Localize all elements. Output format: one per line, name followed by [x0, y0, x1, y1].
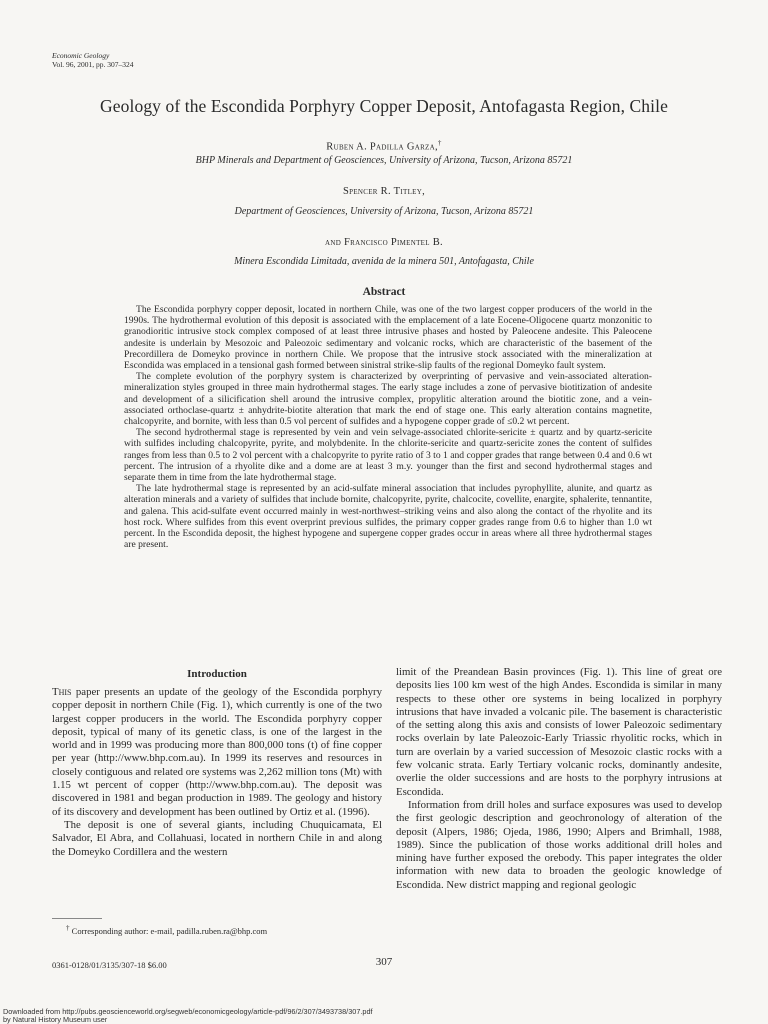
- intro-paragraph: Information from drill holes and surface exposures was used to develop the first geologic description and geochronology of alteration of the deposit (Alpers, 1986; Ojeda, 1986, 1990; Alpers and Brimhall, 1988, 1989). Since the publication of those works additional drill holes and mining have further exposed the orebody. This paper integrates the older information with new data to broaden the geologic knowledge of Escondida. New district mapping and regional geologic: [396, 798, 722, 891]
- footnote-marker: †: [66, 924, 70, 932]
- abstract-heading: Abstract: [362, 286, 406, 298]
- intro-paragraph: The deposit is one of several giants, including Chuquicamata, El Salvador, El Abra, and Collahuasi, located in northern Chile in and along the Domeyko Cordillera and the western: [52, 818, 382, 858]
- download-notice: [3, 1008, 373, 1024]
- journal-name: Economic Geology: [52, 51, 110, 60]
- right-column: [396, 666, 722, 892]
- download-user: by Natural History Museum user: [3, 1015, 108, 1024]
- intro-lead-word: This: [52, 686, 72, 698]
- author-1-name: Ruben A. Padilla Garza,: [326, 141, 438, 153]
- author-3-affiliation: Minera Escondida Limitada, avenida de la minera 501, Antofagasta, Chile: [234, 256, 534, 267]
- footnote-divider: [52, 918, 102, 919]
- author-1-affiliation: BHP Minerals and Department of Geosciences, University of Arizona, Tucson, Arizona 85721: [195, 155, 573, 166]
- author-1: [0, 139, 768, 153]
- author-3-name: and Francisco Pimentel B.: [325, 237, 443, 248]
- page-number: 307: [375, 956, 393, 968]
- author-1-marker: †: [437, 139, 442, 147]
- journal-volume: Vol. 96, 2001, pp. 307–324: [52, 59, 134, 69]
- abstract-paragraph: The second hydrothermal stage is represented by vein and vein selvage-associated chlorite-sericite ± quartz and by quartz-sericite with sulfides including chalcopyrite, pyrite, and molybdenite. In the chlorite-sericite and quartz-sericite zones the content of sulfides ranges from less than 0.5 to 2 vol percent with a chalcopyrite to pyrite ratio of 3 to 1 and copper grades that range between 0.4 and 0.6 wt percent. The intrusion of a rhyolite dike and a dome are at least 3 m.y. younger than the first and second hydrothermal stages and separate them in time from the late hydrothermal stage.: [124, 427, 652, 484]
- abstract-paragraph: The complete evolution of the porphyry system is characterized by overprinting of pervasive and vein-associated alteration-mineralization styles grouped in three main hydrothermal stages. The early stage includes a zone of pervasive biotitization of andesite and development of a silicification shell around the intrusive complex, propylitic alteration around the biotitic zone, and a vein-associated orthoclase-quartz ± anhydrite-biotite alteration that mark the end of stage one. This early alteration contains magnetite, chalcopyrite, and bornite, with less than 0.5 vol percent of sulfides and a hypogene copper grade of ≤0.2 wt percent.: [124, 371, 652, 428]
- author-3: [0, 237, 768, 248]
- author-2-name: Spencer R. Titley,: [342, 186, 426, 197]
- footnote-text: Corresponding author: e-mail, padilla.ruben.ra@bhp.com: [69, 925, 268, 936]
- introduction-heading: Introduction: [187, 668, 247, 680]
- abstract-paragraph: The late hydrothermal stage is represented by an acid-sulfate mineral association that includes pyrophyllite, alunite, and quartz as alteration minerals and a variety of sulfides that include bornite, chalcopyrite, pyrite, chalcocite, covellite, enargite, sphalerite, tennantite, and galena. This acid-sulfate event occurred mainly in west-northwest–striking veins and also along the contact of the rhyolite and its host rock. Where sulfides from this event overprint previous sulfides, the primary copper grades range from 0.6 to higher than 1.0 wt percent. In the Escondida deposit, the highest hypogene and supergene copper grades occur in areas where all three hydrothermal stages are present.: [124, 483, 652, 551]
- author-2-affiliation: Department of Geosciences, University of Arizona, Tucson, Arizona 85721: [234, 206, 534, 217]
- intro-paragraph: [52, 686, 382, 819]
- left-column: [52, 686, 382, 859]
- abstract-paragraph: The Escondida porphyry copper deposit, located in northern Chile, was one of the two largest copper producers of the world in the 1990s. The hydrothermal evolution of this deposit is associated with the emplacement of a late Eocene-Oligocene quartz monzonitic to granodioritic intrusive stock complex composed of at least three intrusive phases and hosted by Paleocene andesite. This Paleocene andesite is underlain by Mesozoic and Paleozoic sedimentary and volcanic rocks, which are characteristic of the basement of the Precordillera de Domeyko province in northern Chile. We propose that the intrusive stock associated with the mineralization at Escondida was emplaced in a tensional gash formed between sinistral strike-slip faults of the regional Domeyko fault system.: [124, 304, 652, 372]
- paper-title: Geology of the Escondida Porphyry Copper Deposit, Antofagasta Region, Chile: [100, 96, 668, 116]
- download-url[interactable]: Downloaded from http://pubs.geoscienceworld.org/segweb/economicgeology/article-pdf/96/2/307/3493738/307.pdf: [3, 1007, 373, 1016]
- issn-line: 0361-0128/01/3135/307-18 $6.00: [52, 960, 167, 970]
- abstract-body: [124, 304, 652, 550]
- intro-paragraph: limit of the Preandean Basin provinces (Fig. 1). This line of great ore deposits lies 100 km west of the high Andes. Escondida is similar in many respects to these other ore systems in being localized in porphyry intrusions that have invaded a volcanic pile. The basement is characteristic of the setting along this axis and consists of lower Paleozoic sedimentary rocks overlain by late Paleozoic-Early Triassic rhyolitic rocks, which in turn are overlain by a varied succession of Mesozoic clastic rocks with a few volcanic strata. Early Tertiary volcanic rocks, dominantly andesite, overlie the older successions and are hosts to the porphyry intrusions at Escondida.: [396, 666, 722, 798]
- author-2: [0, 186, 768, 197]
- journal-citation: [52, 52, 134, 69]
- footnote: [66, 924, 267, 936]
- intro-paragraph-text: paper presents an update of the geology of the Escondida porphyry copper deposit in northern Chile (Fig. 1), which currently is one of the two largest copper producers in the world. The Escondida porphyry copper deposit, typical of many of its genetic class, is one of the largest in the world and in 1999 was producing more than 800,000 tons (t) of fine copper per year (http://www.bhp.com.au). In 1999 its reserves and resources in closely contiguous and related ore systems was 2,262 million tons (Mt) with 1.15 wt percent of copper (http://www.bhp.com.au). The deposit was discovered in 1981 and began production in 1989. The geology and history of its discovery and development has been outlined by Ortiz et al. (1996).: [52, 686, 382, 818]
